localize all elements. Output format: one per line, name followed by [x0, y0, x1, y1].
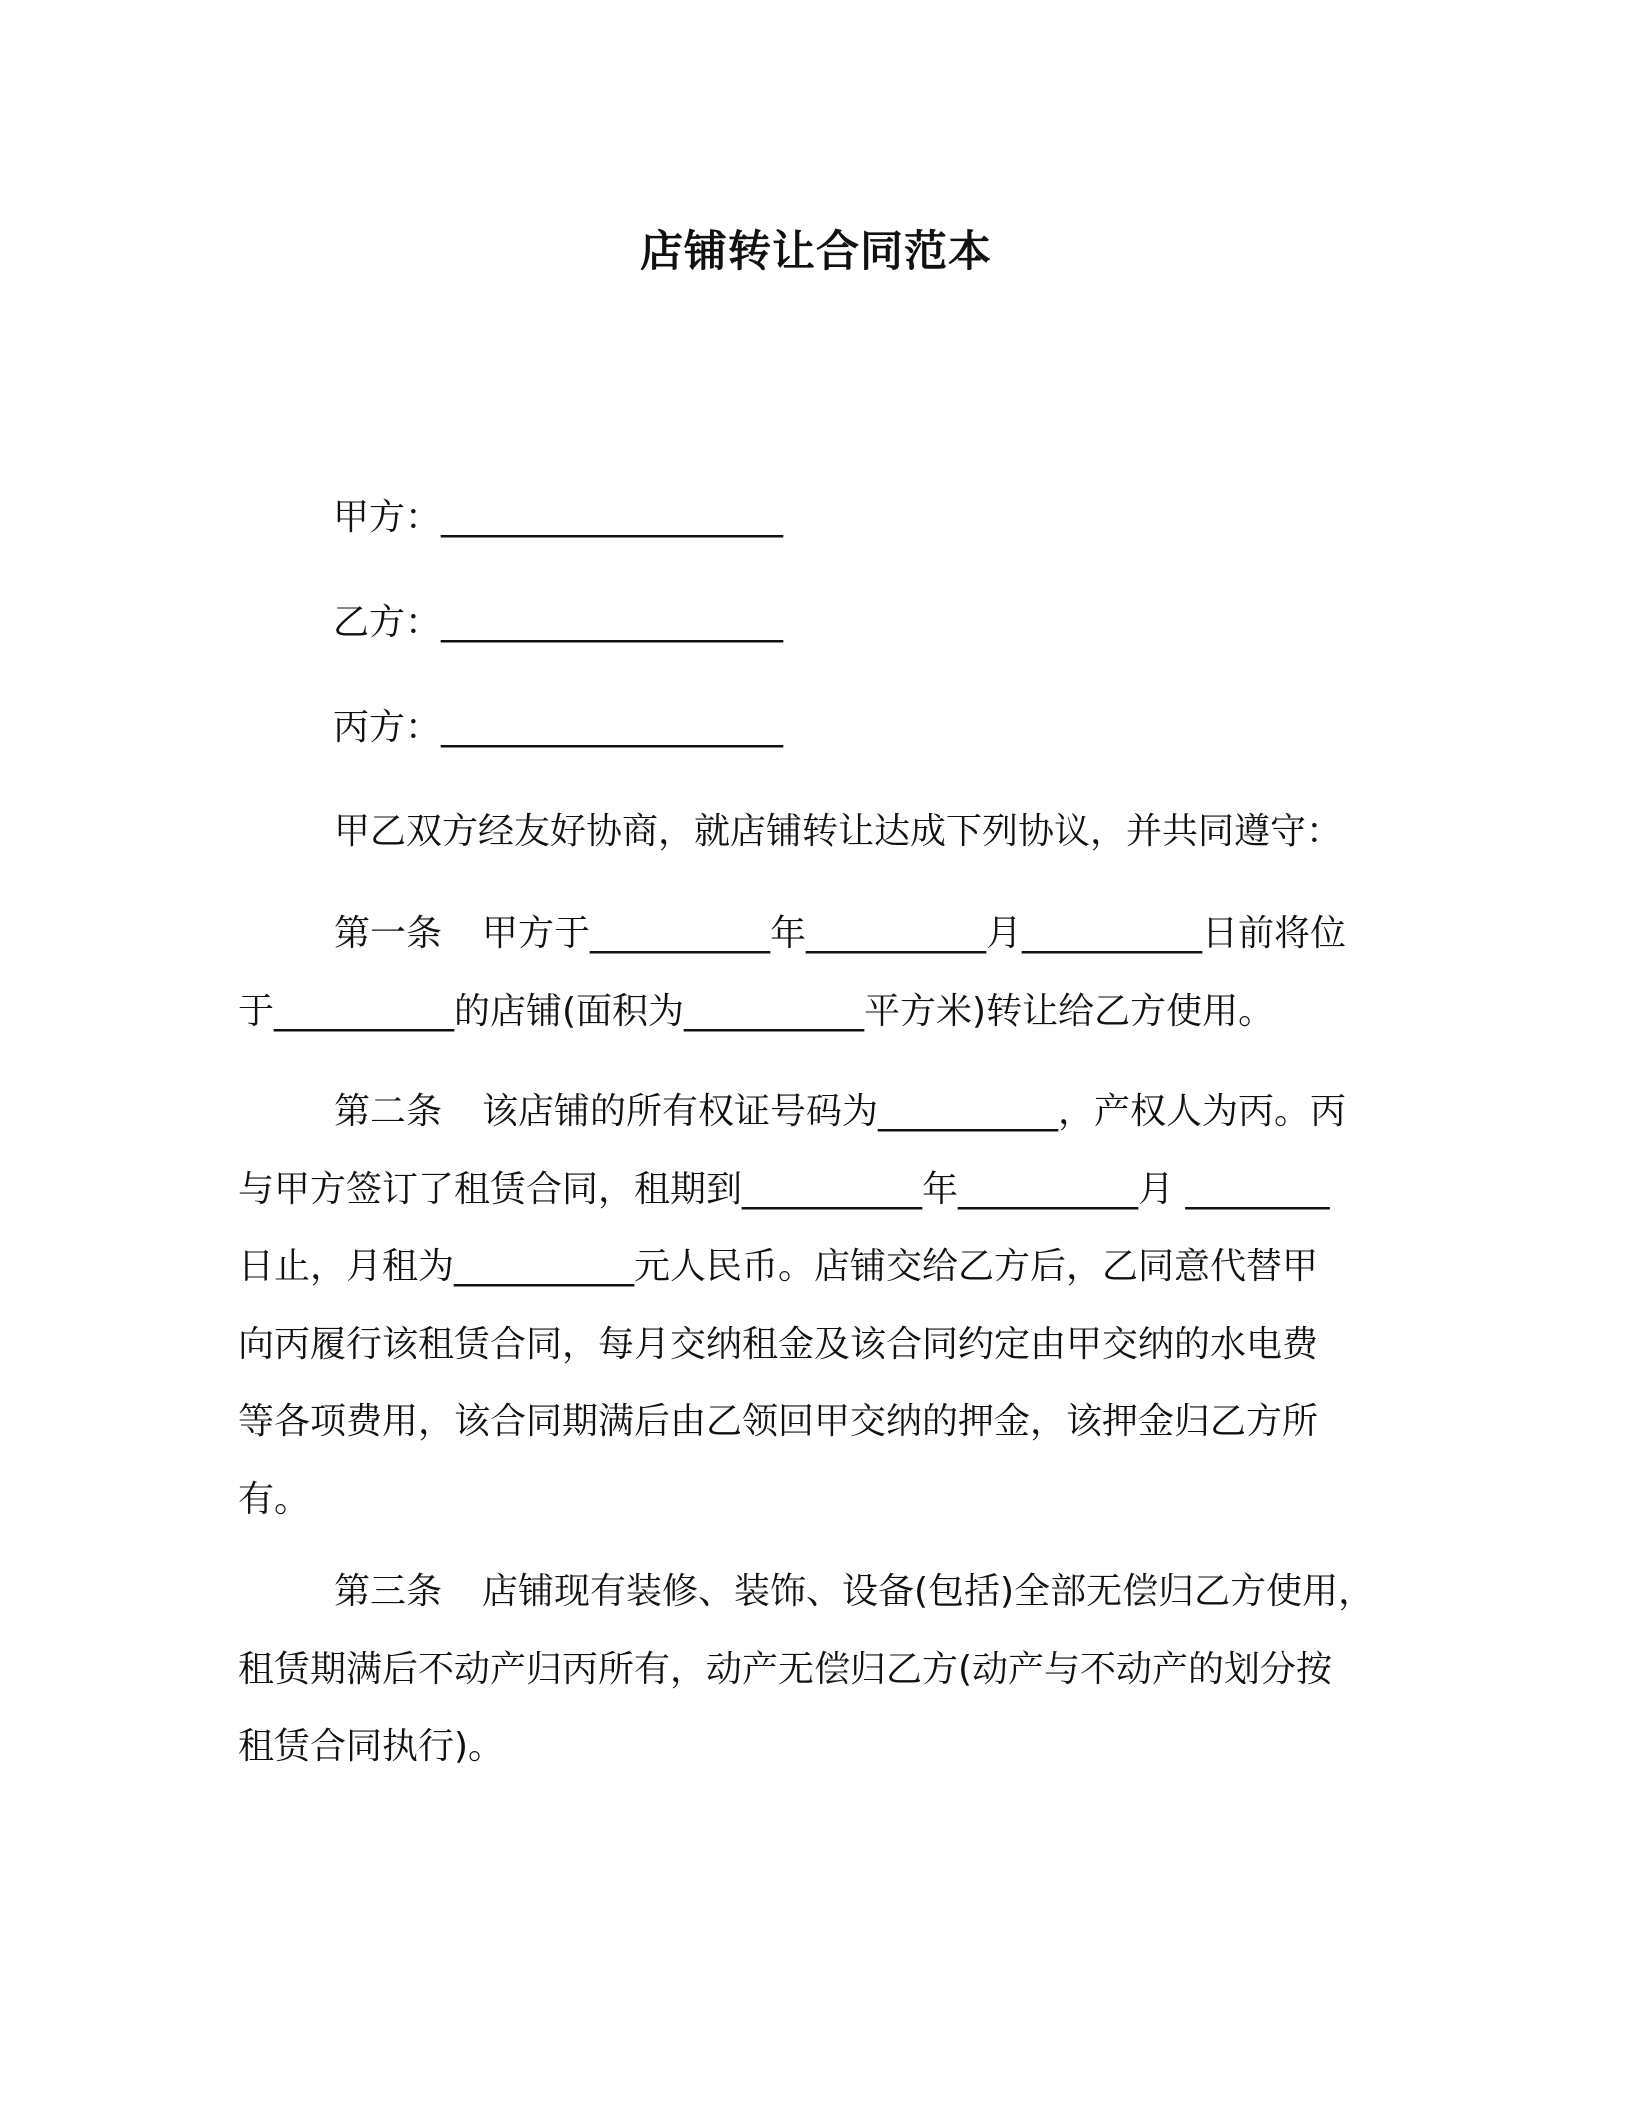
party-a-blank: ___________________ — [441, 497, 784, 538]
party-a-label: 甲方： — [333, 497, 442, 538]
article-1 — [238, 895, 1398, 1050]
party-c-line — [333, 703, 783, 753]
intro-paragraph — [238, 793, 1398, 871]
party-b-line — [333, 598, 783, 648]
party-c-label: 丙方： — [333, 707, 442, 748]
article-1-line-2: 于__________的店铺(面积为__________平方米)转让给乙方使用。 — [238, 990, 1275, 1032]
article-2-line-4: 向丙履行该租赁合同，每月交纳租金及该合同约定由甲交纳的水电费 — [238, 1323, 1319, 1365]
article-2-line-5: 等各项费用，该合同期满后由乙领回甲交纳的押金，该押金归乙方所 — [238, 1401, 1319, 1442]
article-3-line-2: 租赁期满后不动产归丙所有，动产无偿归乙方(动产与不动产的划分按 — [238, 1648, 1333, 1690]
article-2-line-2: 与甲方签订了租赁合同，租期到__________年__________月 ________ — [238, 1168, 1330, 1210]
intro-text: 甲乙双方经友好协商，就店铺转让达成下列协议，并共同遵守： — [334, 811, 1343, 852]
party-b-blank: ___________________ — [441, 602, 784, 643]
article-2-heading: 第二条 — [334, 1091, 443, 1132]
article-3 — [238, 1553, 1398, 1786]
party-b-label: 乙方： — [333, 602, 442, 643]
article-3-line-3: 租赁合同执行)。 — [238, 1726, 505, 1767]
article-2-line-3: 日止，月租为__________元人民币。店铺交给乙方后，乙同意代替甲 — [238, 1246, 1319, 1287]
document-title: 店铺转让合同范本 — [640, 227, 992, 277]
article-3-line-1: 第三条 店铺现有装修、装饰、设备(包括)全部无偿归乙方使用， — [334, 1571, 1375, 1612]
article-2-line-6: 有。 — [238, 1478, 311, 1520]
article-2-line-1: 第二条 该店铺的所有权证号码为__________，产权人为丙。丙 — [334, 1091, 1347, 1132]
party-c-blank: ___________________ — [441, 707, 784, 748]
article-2 — [238, 1073, 1398, 1538]
article-1-heading: 第一条 — [334, 913, 443, 954]
article-1-line-1: 第一条 甲方于__________年__________月__________日前将位 — [334, 913, 1347, 954]
article-3-heading: 第三条 — [334, 1571, 443, 1612]
party-a-line — [333, 493, 783, 543]
